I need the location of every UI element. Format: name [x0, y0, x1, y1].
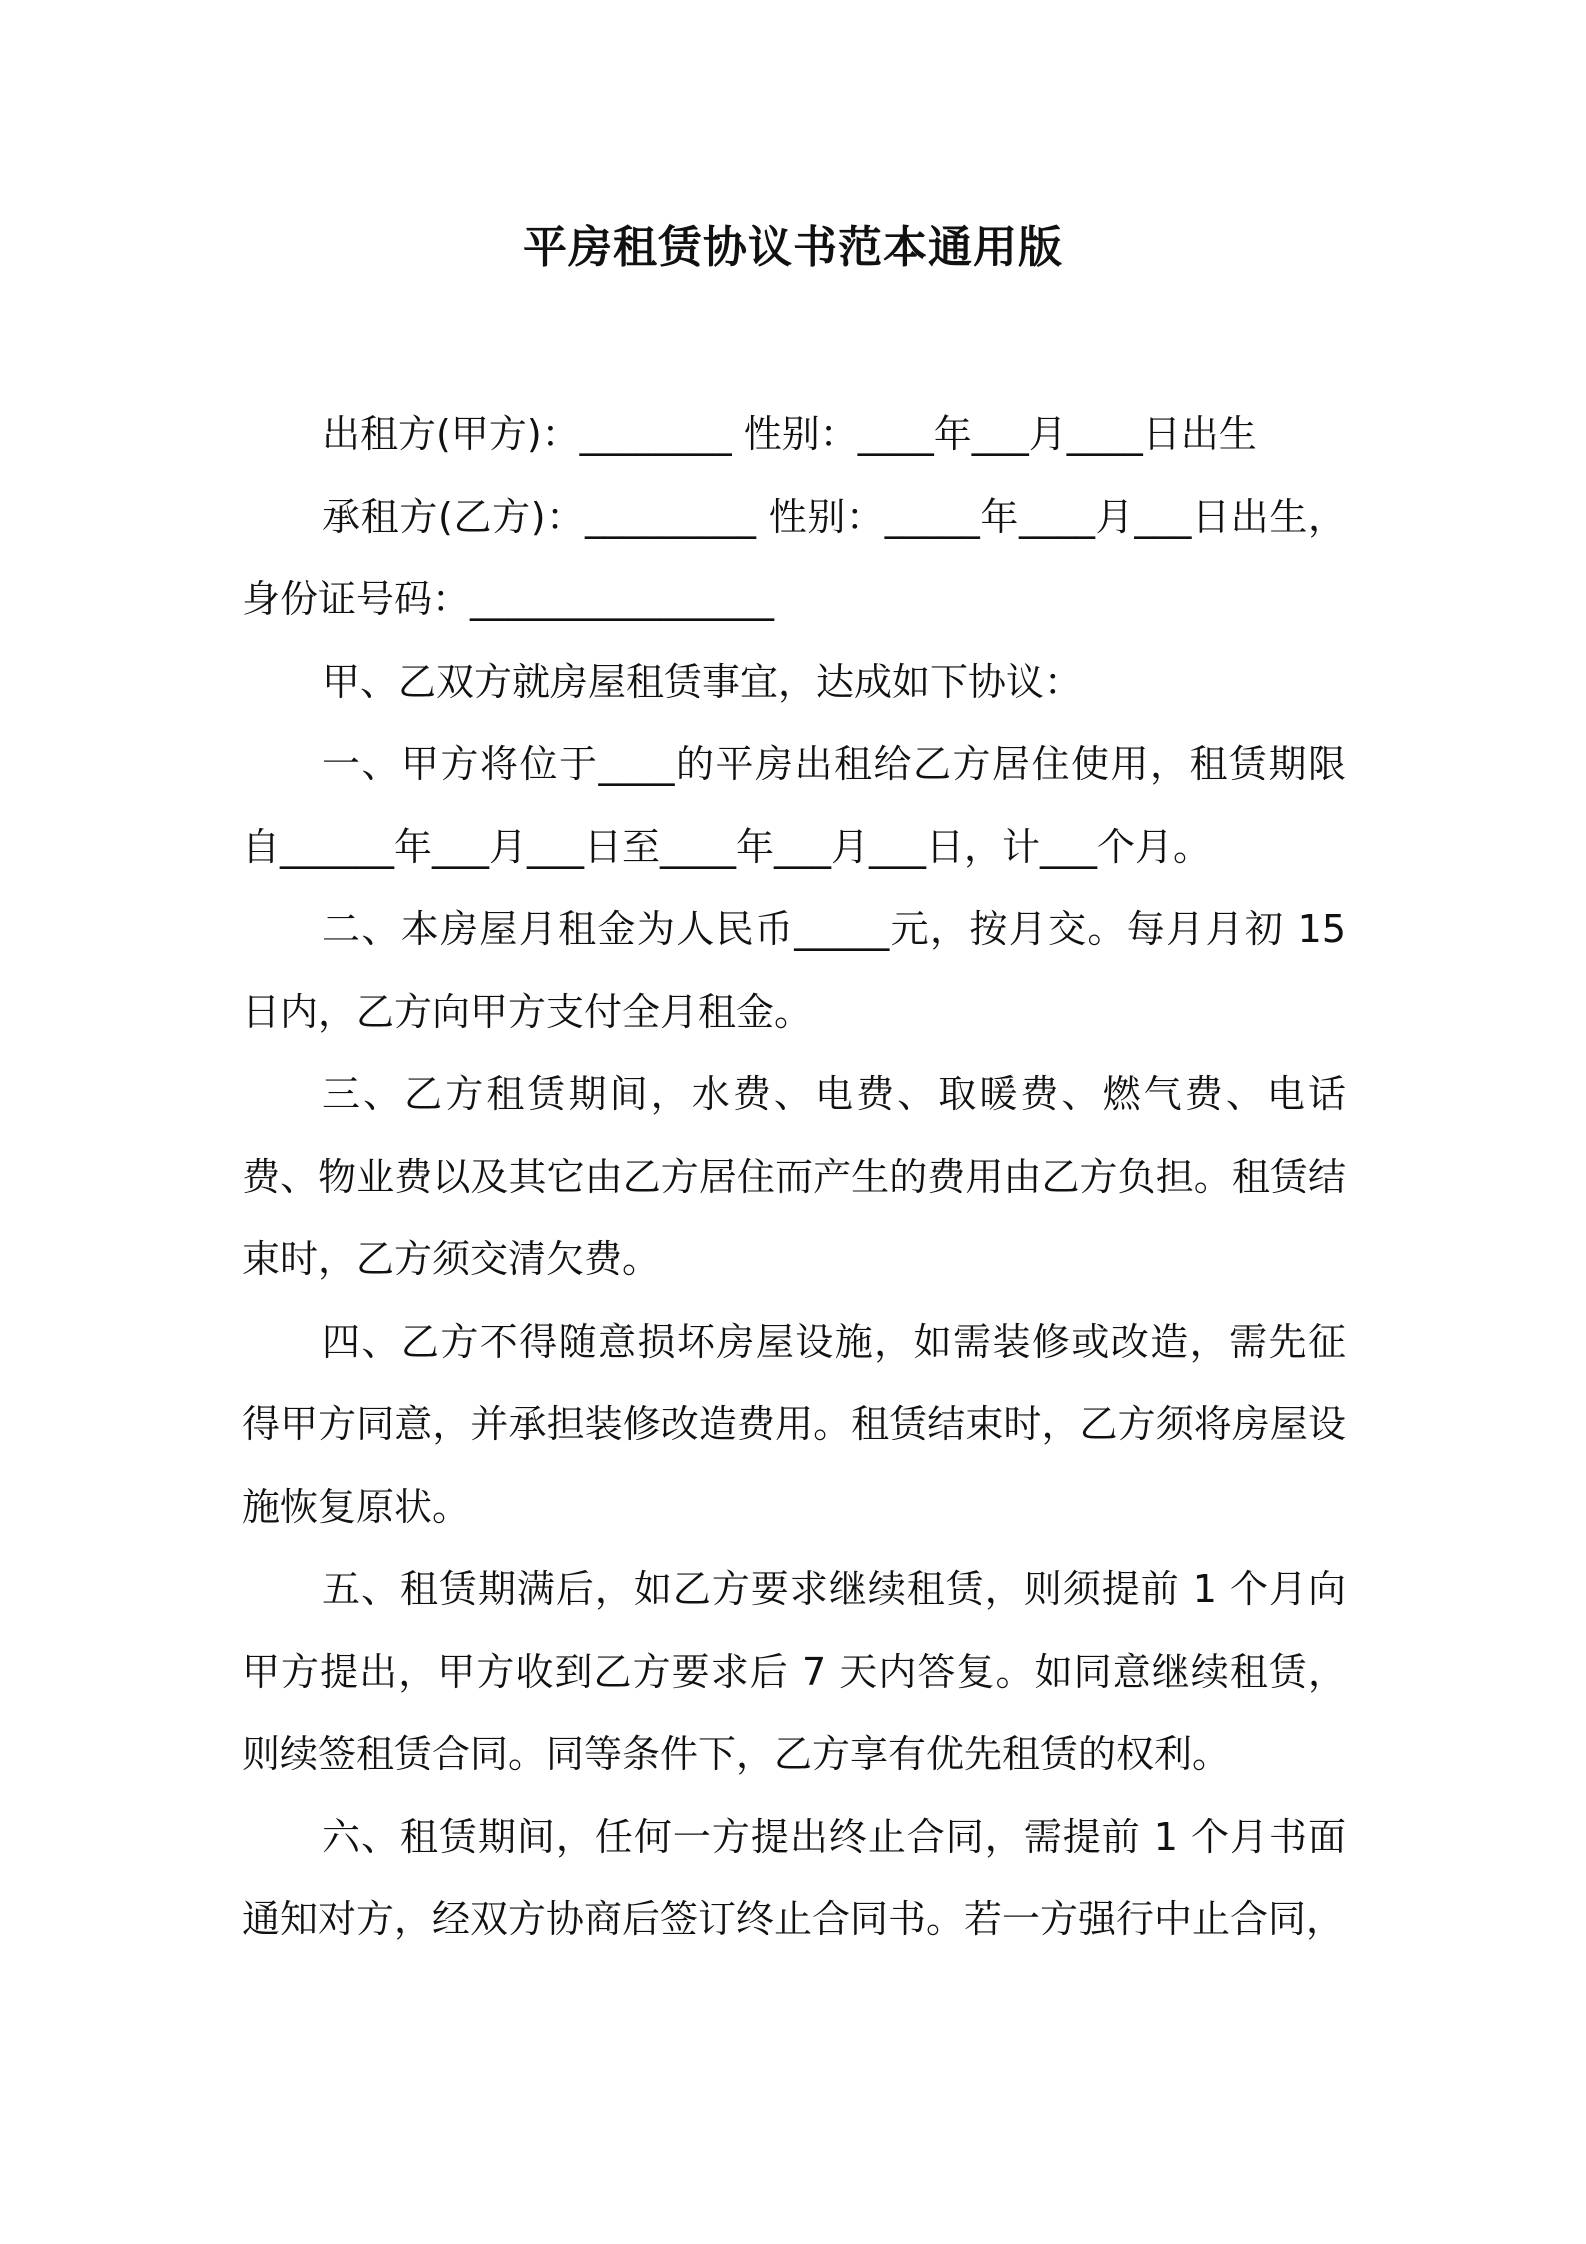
lessor-line: 出租方(甲方)：________ 性别：____年___月____日出生: [322, 412, 1257, 456]
lessee-line: 承租方(乙方)：_________ 性别：_____年____月___日出生，身份证号码：________________: [242, 494, 1346, 621]
agreement-intro: 甲、乙双方就房屋租赁事宜，达成如下协议：: [322, 659, 1083, 704]
document-title: 平房租赁协议书范本通用版: [523, 222, 1063, 273]
clause-4: 四、乙方不得随意损坏房屋设施，如需装修或改造，需先征得甲方同意，并承担装修改造费用。租赁结束时，乙方须将房屋设施恢复原状。: [242, 1319, 1346, 1529]
clause-3: 三、乙方租赁期间，水费、电费、取暖费、燃气费、电话费、物业费以及其它由乙方居住而产生的费用由乙方负担。租赁结束时，乙方须交清欠费。: [242, 1072, 1346, 1281]
clause-2: 二、本房屋月租金为人民币_____元，按月交。每月月初 15 日内，乙方向甲方支付全月租金。: [242, 907, 1346, 1034]
clause-6: 六、租赁期间，任何一方提出终止合同，需提前 1 个月书面通知对方，经双方协商后签订终止合同书。若一方强行中止合同，: [242, 1814, 1346, 1941]
clause-5: 五、租赁期满后，如乙方要求继续租赁，则须提前 1 个月向甲方提出，甲方收到乙方要求后 7 天内答复。如同意继续租赁，则续签租赁合同。同等条件下，乙方享有优先租赁的权利。: [242, 1567, 1346, 1776]
document-body: [242, 393, 1346, 1961]
clause-1: 一、甲方将位于____的平房出租给乙方居住使用，租赁期限自______年___月___日至____年___月___日，计___个月。: [242, 742, 1346, 869]
